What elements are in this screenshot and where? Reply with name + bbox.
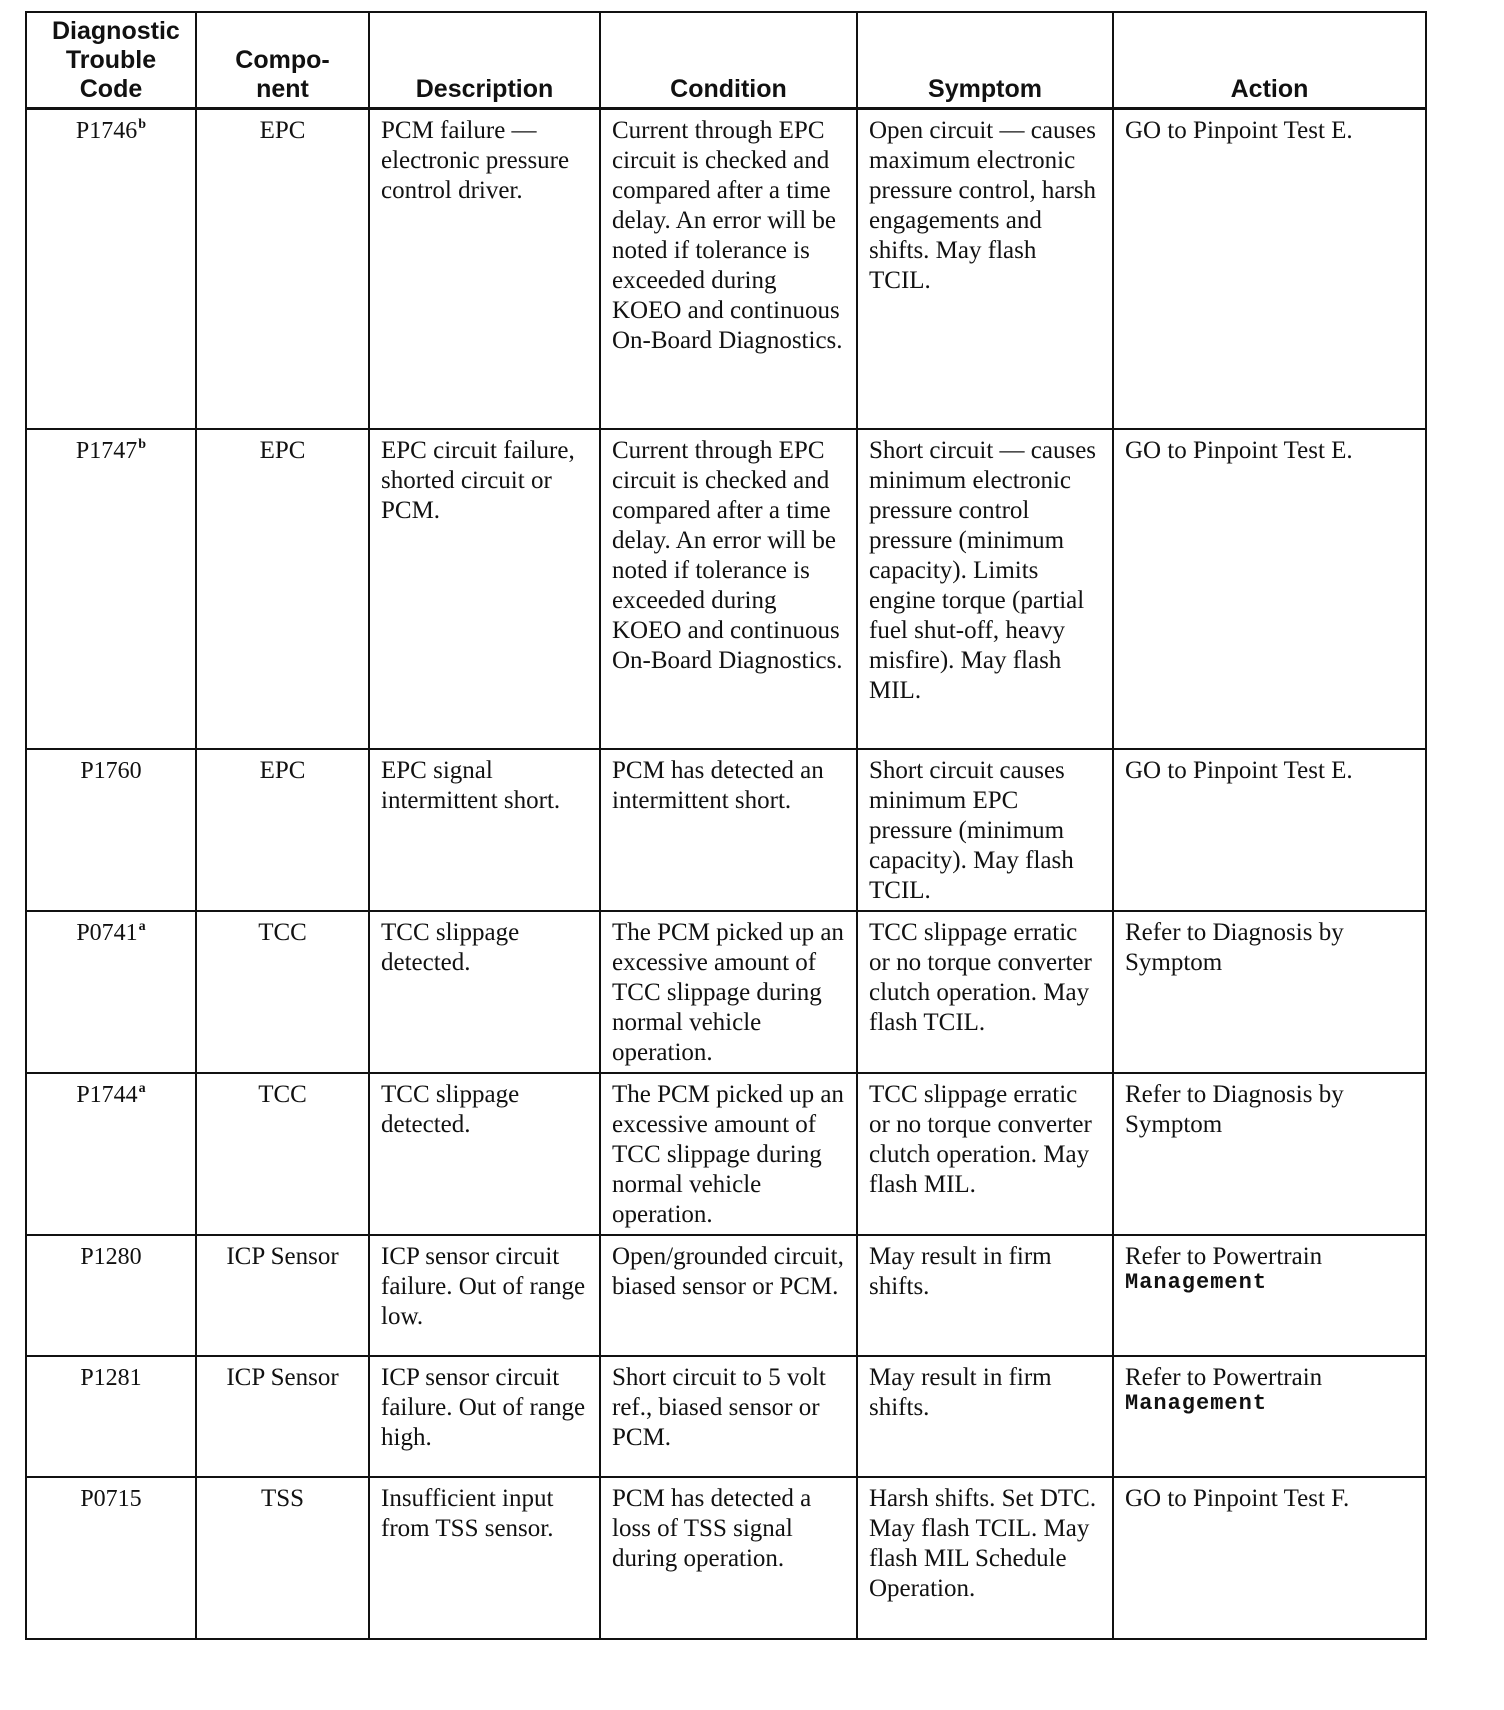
cell-description: EPC signal intermittent short. xyxy=(369,749,600,911)
cell-action: GO to Pinpoint Test E. xyxy=(1113,749,1426,911)
cell-action: GO to Pinpoint Test E. xyxy=(1113,429,1426,749)
code-text: P1744 xyxy=(76,1082,138,1108)
cell-description: ICP sensor circuit failure. Out of range low. xyxy=(369,1235,600,1356)
cell-component: TCC xyxy=(196,911,369,1073)
header-action: Action xyxy=(1113,12,1426,109)
cell-code xyxy=(26,1235,196,1356)
code-text: P0741 xyxy=(76,920,138,946)
header-condition: Condition xyxy=(600,12,857,109)
cell-code xyxy=(26,1073,196,1235)
cell-component: EPC xyxy=(196,749,369,911)
cell-description: PCM failure — electronic pressure control driver. xyxy=(369,109,600,430)
dtc-table xyxy=(25,11,1427,1640)
action-text: Refer to Powertrain xyxy=(1125,1243,1323,1270)
footnote-marker: b xyxy=(138,437,147,452)
header-row xyxy=(26,12,1426,109)
cell-symptom: TCC slippage erratic or no torque converter clutch operation. May flash MIL. xyxy=(857,1073,1113,1235)
cell-action: GO to Pinpoint Test F. xyxy=(1113,1477,1426,1639)
cell-symptom: May result in firm shifts. xyxy=(857,1235,1113,1356)
cell-action: Refer to Diagnosis by Symptom xyxy=(1113,1073,1426,1235)
cell-symptom: TCC slippage erratic or no torque converter clutch operation. May flash TCIL. xyxy=(857,911,1113,1073)
cell-condition: Short circuit to 5 volt ref., biased sensor or PCM. xyxy=(600,1356,857,1477)
footnote-marker: a xyxy=(138,919,146,934)
cell-component: TSS xyxy=(196,1477,369,1639)
cell-description: ICP sensor circuit failure. Out of range high. xyxy=(369,1356,600,1477)
cell-condition: The PCM picked up an excessive amount of TCC slippage during normal vehicle operation. xyxy=(600,1073,857,1235)
cell-action xyxy=(1113,1235,1426,1356)
action-extra-text: Management xyxy=(1125,1270,1268,1295)
code-text: P1760 xyxy=(80,758,142,784)
table-row xyxy=(26,1073,1426,1235)
cell-symptom: Short circuit — causes minimum electronic pressure control pressure (minimum capacity). Limits engine torque (partial fuel shut-off, heavy misfire). May flash MIL. xyxy=(857,429,1113,749)
footnote-marker: b xyxy=(138,117,147,132)
cell-code xyxy=(26,1477,196,1639)
cell-description: EPC circuit failure, shorted circuit or PCM. xyxy=(369,429,600,749)
table-row xyxy=(26,911,1426,1073)
cell-description: TCC slippage detected. xyxy=(369,1073,600,1235)
cell-symptom: Short circuit causes minimum EPC pressure (minimum capacity). May flash TCIL. xyxy=(857,749,1113,911)
code-text: P1746 xyxy=(75,118,138,144)
cell-component: ICP Sensor xyxy=(196,1235,369,1356)
cell-description: TCC slippage detected. xyxy=(369,911,600,1073)
cell-action: Refer to Diagnosis by Symptom xyxy=(1113,911,1426,1073)
header-description: Description xyxy=(369,12,600,109)
cell-condition: PCM has detected a loss of TSS signal during operation. xyxy=(600,1477,857,1639)
cell-symptom: May result in firm shifts. xyxy=(857,1356,1113,1477)
action-text: Refer to Powertrain xyxy=(1125,1364,1323,1391)
cell-condition: Current through EPC circuit is checked and compared after a time delay. An error will be noted if tolerance is exceeded during KOEO and continuous On-Board Diagnostics. xyxy=(600,109,857,430)
cell-component: ICP Sensor xyxy=(196,1356,369,1477)
cell-component: EPC xyxy=(196,429,369,749)
header-symptom: Symptom xyxy=(857,12,1113,109)
table-row xyxy=(26,1356,1426,1477)
header-code: Diagnostic Trouble Code xyxy=(26,12,196,109)
cell-component: TCC xyxy=(196,1073,369,1235)
cell-condition: Current through EPC circuit is checked and compared after a time delay. An error will be noted if tolerance is exceeded during KOEO and continuous On-Board Diagnostics. xyxy=(600,429,857,749)
cell-action: GO to Pinpoint Test E. xyxy=(1113,109,1426,430)
cell-description: Insufficient input from TSS sensor. xyxy=(369,1477,600,1639)
cell-condition: Open/grounded circuit, biased sensor or PCM. xyxy=(600,1235,857,1356)
cell-component: EPC xyxy=(196,109,369,430)
cell-code xyxy=(26,911,196,1073)
cell-code xyxy=(26,1356,196,1477)
cell-condition: PCM has detected an intermittent short. xyxy=(600,749,857,911)
cell-code xyxy=(26,429,196,749)
table-row xyxy=(26,749,1426,911)
cell-code xyxy=(26,109,196,430)
code-text: P0715 xyxy=(80,1486,142,1512)
cell-action xyxy=(1113,1356,1426,1477)
code-text: P1747 xyxy=(75,438,138,464)
cell-condition: The PCM picked up an excessive amount of TCC slippage during normal vehicle operation. xyxy=(600,911,857,1073)
table-row xyxy=(26,1235,1426,1356)
table-row xyxy=(26,1477,1426,1639)
header-component: Compo- nent xyxy=(196,12,369,109)
cell-code xyxy=(26,749,196,911)
cell-symptom: Open circuit — causes maximum electronic pressure control, harsh engagements and shifts. May flash TCIL. xyxy=(857,109,1113,430)
cell-symptom: Harsh shifts. Set DTC. May flash TCIL. May flash MIL Schedule Operation. xyxy=(857,1477,1113,1639)
code-text: P1280 xyxy=(80,1244,142,1270)
table-row xyxy=(26,109,1426,430)
action-extra-text: Management xyxy=(1125,1391,1268,1416)
code-text: P1281 xyxy=(80,1365,142,1391)
footnote-marker: a xyxy=(138,1081,146,1096)
table-row xyxy=(26,429,1426,749)
